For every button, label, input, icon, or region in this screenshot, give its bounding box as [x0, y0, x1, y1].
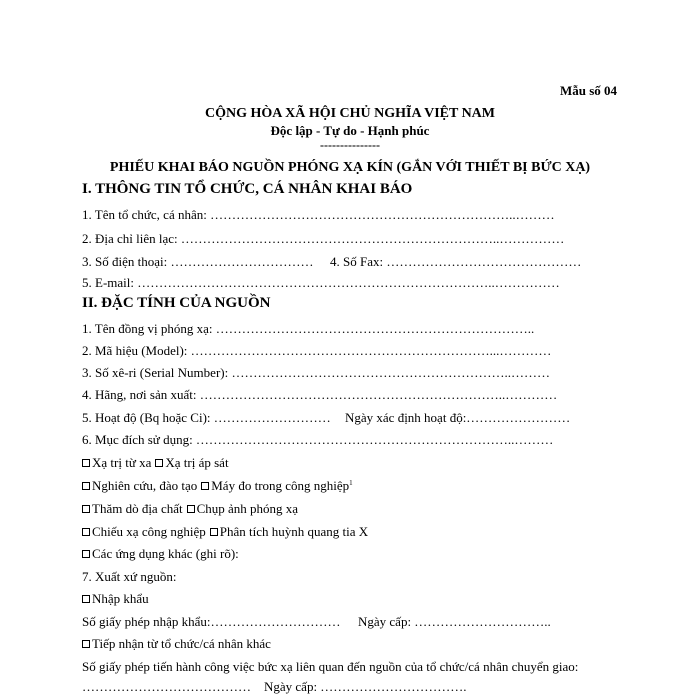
checkbox-transfer[interactable] — [82, 640, 90, 648]
option-other-uses: Các ứng dụng khác (ghi rõ): — [92, 546, 239, 561]
option-irradiation: Chiếu xạ công nghiệp — [92, 524, 206, 539]
origin-row-transfer — [82, 637, 271, 650]
option-geological: Thăm dò địa chất — [92, 501, 183, 516]
activity-date-field[interactable]: Ngày xác định hoạt độ:…………………… — [345, 410, 571, 425]
fax-field[interactable]: 4. Số Fax: ……………………………………… — [330, 254, 582, 269]
section2-heading: II. ĐẶC TÍNH CỦA NGUỒN — [82, 295, 271, 311]
option-brachytherapy: Xạ trị áp sát — [165, 455, 229, 470]
form-title: PHIẾU KHAI BÁO NGUỒN PHÓNG XẠ KÍN (GẮN VỚI THIẾT BỊ BỨC XẠ) — [109, 160, 591, 175]
option-import: Nhập khẩu — [92, 591, 149, 606]
model-field[interactable]: 2. Mã hiệu (Model): ……………………………………………………………...………… — [82, 343, 552, 358]
checkbox-research[interactable] — [82, 482, 90, 490]
transfer-license-field[interactable]: ………………………………… — [82, 679, 251, 694]
checkbox-teletherapy[interactable] — [82, 459, 90, 467]
org-name-field[interactable]: 1. Tên tổ chức, cá nhân: ……………………………………………………………..……… — [82, 207, 555, 222]
checkbox-irradiation[interactable] — [82, 528, 90, 536]
header-divider: --------------- — [320, 138, 380, 152]
national-motto: Độc lập - Tự do - Hạnh phúc — [270, 123, 430, 138]
checkbox-brachytherapy[interactable] — [155, 459, 163, 467]
purpose-row-4 — [82, 525, 368, 538]
purpose-row-2 — [82, 479, 353, 492]
import-license-field[interactable]: Số giấy phép nhập khẩu:………………………… — [82, 614, 341, 629]
checkbox-industrial-gauge[interactable] — [201, 482, 209, 490]
manufacturer-field[interactable]: 4. Hãng, nơi sản xuất: ……………………………………………………………..………… — [82, 387, 558, 402]
option-teletherapy: Xạ trị từ xa — [92, 455, 152, 470]
option-research: Nghiên cứu, đào tạo — [92, 478, 198, 493]
country-name: CỘNG HÒA XÃ HỘI CHỦ NGHĨA VIỆT NAM — [204, 106, 495, 121]
origin-row-import — [82, 592, 149, 605]
email-field[interactable]: 5. E-mail: ………………………………………………………………………..…………… — [82, 275, 560, 290]
transfer-date-field[interactable]: Ngày cấp: ……………………………. — [264, 679, 467, 694]
option-transfer: Tiếp nhận từ tổ chức/cá nhân khác — [92, 636, 271, 651]
form-number: Mẫu số 04 — [560, 83, 618, 98]
purpose-row-1 — [82, 456, 229, 469]
section1-heading: I. THÔNG TIN TỔ CHỨC, CÁ NHÂN KHAI BÁO — [82, 181, 413, 197]
footnote-mark: 1 — [349, 479, 353, 487]
activity-field[interactable]: 5. Hoạt độ (Bq hoặc Ci): ……………………… — [82, 410, 331, 425]
address-field[interactable]: 2. Địa chỉ liên lạc: ………………………………………………………………..…………… — [82, 231, 565, 246]
purpose-field[interactable]: 6. Mục đích sử dụng: ………………………………………………………………..……… — [82, 432, 554, 447]
checkbox-radiography[interactable] — [187, 505, 195, 513]
checkbox-xrf[interactable] — [210, 528, 218, 536]
origin-label: 7. Xuất xứ nguồn: — [82, 569, 177, 584]
import-date-field[interactable]: Ngày cấp: ………………………….. — [358, 614, 551, 629]
checkbox-other-uses[interactable] — [82, 550, 90, 558]
option-radiography: Chụp ảnh phóng xạ — [196, 501, 299, 516]
transfer-license-label: Số giấy phép tiến hành công việc bức xạ liên quan đến nguồn của tổ chức/cá nhân chuyển giao: — [82, 659, 579, 674]
serial-number-field[interactable]: 3. Số xê-ri (Serial Number): ………………………………………………………..……… — [82, 365, 550, 380]
purpose-row-3 — [82, 502, 298, 515]
isotope-name-field[interactable]: 1. Tên đồng vị phóng xạ: ……………………………………………………………….. — [82, 321, 535, 336]
option-industrial-gauge: Máy đo trong công nghiệp — [211, 478, 350, 493]
phone-field[interactable]: 3. Số điện thoại: …………………………… — [82, 254, 314, 269]
option-xrf: Phân tích huỳnh quang tia X — [219, 524, 369, 539]
checkbox-geological[interactable] — [82, 505, 90, 513]
purpose-row-5 — [82, 547, 239, 560]
checkbox-import[interactable] — [82, 595, 90, 603]
